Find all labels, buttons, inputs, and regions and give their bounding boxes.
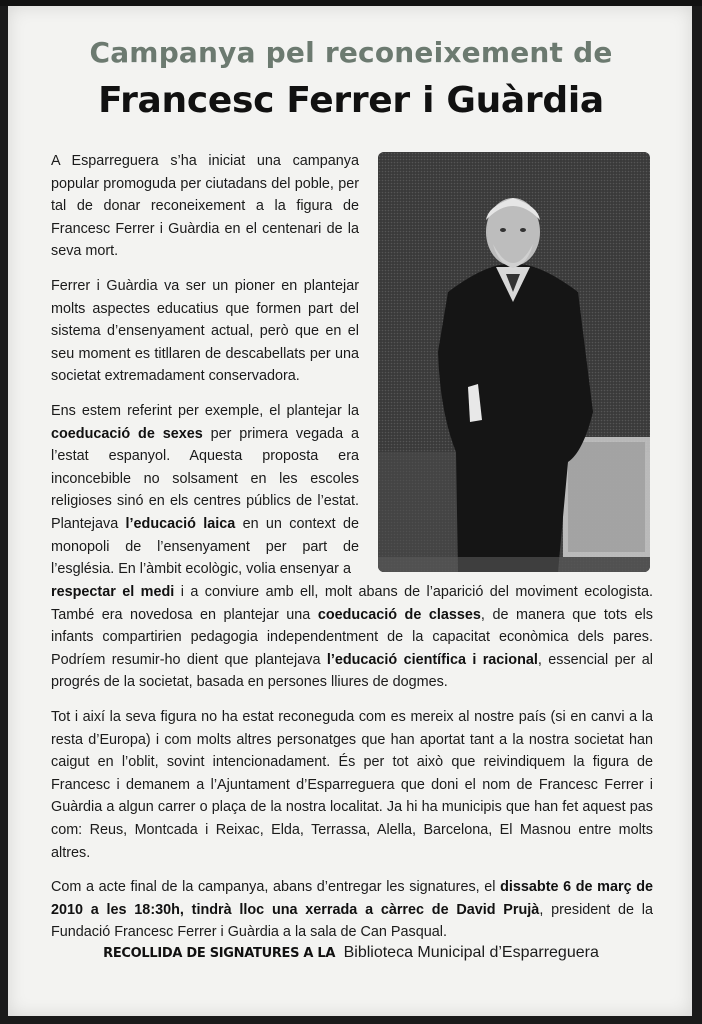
highlight-event-date: dissabte 6 de març de 2010 a les 18:30h, tindrà lloc una xerrada a càrrec de David Prujà xyxy=(51,879,653,918)
highlight-educacio-laica: l’educació laica xyxy=(125,515,236,532)
text-run: Com a acte final de la campanya, abans d’entregar les signatures, el xyxy=(51,879,501,896)
highlight-respectar-medi: respectar el medi xyxy=(51,584,175,600)
footer-lead: RECOLLIDA DE SIGNATURES A LA xyxy=(103,946,336,961)
title-line-2: Francesc Ferrer i Guàrdia xyxy=(98,80,604,121)
paragraph-examples-part2 xyxy=(51,581,653,694)
paragraph-pioneer: Ferrer i Guàrdia va ser un pioner en plantejar molts aspectes educatius que formen part del sistema d’ensenyament actual, però que en el seu moment es titllaren de descabellats per una societat extremadament conservadora. xyxy=(51,277,359,385)
text-run: en un context de monopoli de l’ensenyament per part de l’església. En l’àmbit ecològic, volia ensenyar a xyxy=(51,515,359,578)
portrait-photo xyxy=(378,152,650,572)
paragraph-examples-part1 xyxy=(51,400,359,581)
left-column-text xyxy=(51,150,359,581)
text-run: per primera vegada a l’estat espanyol. Aquesta proposta era inconcebible no solsament en les escoles religioses sinó en els centres públics de l’estat. Plantejava xyxy=(51,425,360,532)
text-run: , de manera que tots els infants compartirien pedagogia independentment de la capacitat econòmica dels pares. Podríem resumir-ho dient que plantejava xyxy=(51,606,653,668)
text-run: Ens estem referint per exemple, el plantejar la xyxy=(51,402,359,419)
text-run: , president de la Fundació Francesc Ferrer i Guàrdia a la sala de Can Pasqual. xyxy=(51,901,654,941)
footer-place: Biblioteca Municipal d’Esparreguera xyxy=(343,944,599,961)
highlight-coeducacio-classes: coeducació de classes xyxy=(317,606,481,623)
full-width-text xyxy=(51,581,653,956)
title-line-1: Campanya pel reconeixement de xyxy=(89,36,613,69)
highlight-coeducacio-sexes: coeducació de sexes xyxy=(51,425,203,442)
paragraph-final-act xyxy=(51,876,653,944)
portrait-icon xyxy=(378,152,650,572)
text-run: , essencial per al progrés de la societat, basada en persones lliures de dogmes. xyxy=(51,651,653,691)
paragraph-recognition: Tot i així la seva figura no ha estat reconeguda com es mereix al nostre país (si en canvi a la resta d’Europa) i com molts altres personatges que han aportat tant a la nostra societat han caigut en l’oblit, sovint intencionadament. És per tot això que reivindiquem la figura de Francesc i demanem a l’Ajuntament d’Esparreguera que doni el nom de Francesc Ferrer i Guàrdia a algun carrer o plaça de la nostra localitat. Ja hi ha municipis que han fet aquest pas com: Reus, Montcada i Reixac, Elda, Terrassa, Alella, Barcelona, El Masnou entre molts altres. xyxy=(51,708,653,861)
highlight-educacio-cientifica: l’educació científica i racional xyxy=(326,651,538,668)
signature-collection-footer xyxy=(0,944,702,962)
paragraph-intro: A Esparreguera s’ha iniciat una campanya popular promoguda per ciutadans del poble, per tal de donar reconeixement a la figura de Francesc Ferrer i Guàrdia en el centenari de la seva mort. xyxy=(51,153,359,260)
text-run: i a conviure amb ell, molt abans de l’aparició del moviment ecologista. També era novedosa en plantejar una xyxy=(51,584,653,623)
